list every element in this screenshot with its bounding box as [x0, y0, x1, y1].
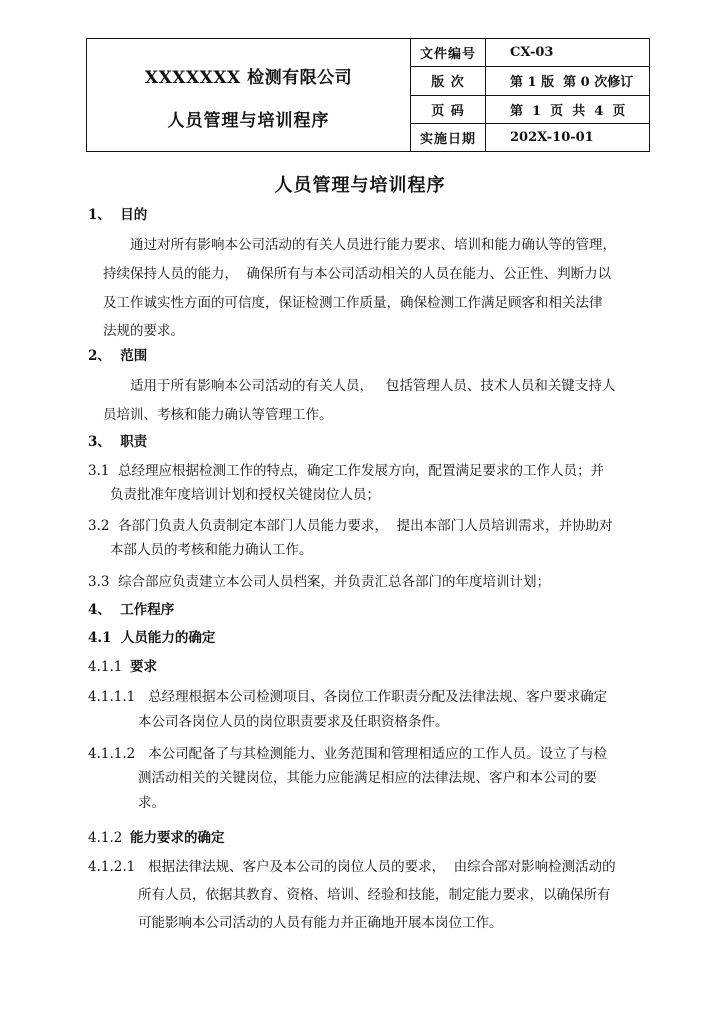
- section-3-3-line: 3.3 综合部应负责建立本公司人员档案，并负责汇总各部门的年度培训计划；: [88, 574, 551, 590]
- section-4-1-1-title: 要求: [130, 659, 157, 675]
- header-row-page: [411, 96, 649, 124]
- section-4-1-2-1-line: 可能影响本公司活动的人员有能力并正确地开展本岗位工作。: [138, 915, 503, 931]
- section-1-line: 法规的要求。: [103, 323, 184, 339]
- section-2-heading: 2、 范围: [88, 348, 148, 364]
- header-row-doc-number: [411, 39, 649, 67]
- section-4-1-1-1-line: 本公司各岗位人员的岗位职责要求及任职资格条件。: [138, 714, 449, 730]
- page-value: 第 1 页 共 4 页: [510, 103, 626, 119]
- effective-date-label: 实施日期: [411, 124, 486, 151]
- effective-date-value: 202X-10-01: [510, 129, 594, 145]
- section-3-heading: 3、 职责: [88, 434, 148, 450]
- edition-label: 版 次: [411, 67, 486, 94]
- section-4-1-2-1-line: 4.1.2.1 根据法律法规、客户及本公司的岗位人员的要求， 由综合部对影响检测活动的: [88, 859, 616, 875]
- edition-value: 第 1 版 第 0 次修订: [510, 75, 634, 91]
- section-3-2-line: 本部人员的考核和能力确认工作。: [110, 542, 313, 558]
- page-label: 页 码: [411, 96, 486, 123]
- section-4-1-1-2-line: 测活动相关的关键岗位，其能力应能满足相应的法律法规、客户和本公司的要: [138, 770, 597, 786]
- section-3-1-line: 负责批准年度培训计划和授权关键岗位人员；: [110, 487, 380, 503]
- company-name: XXXXXXX 检测有限公司: [144, 68, 353, 88]
- section-1-line: 通过对所有影响本公司活动的有关人员进行能力要求、培训和能力确认等的管理，: [130, 237, 616, 253]
- section-4-1-2-number: 4.1.2: [88, 830, 123, 846]
- header-left-cell: [87, 39, 411, 151]
- section-4-1-1-2-line: 4.1.1.2 本公司配备了与其检测能力、业务范围和管理相适应的工作人员。设立了与检: [88, 746, 608, 762]
- section-3-1-line: 3.1 总经理应根据检测工作的特点，确定工作发展方向，配置满足要求的工作人员；并: [88, 463, 605, 479]
- section-3-2-line: 3.2 各部门负责人负责制定本部门人员能力要求， 提出本部门人员培训需求，并协助对: [88, 518, 613, 534]
- header-row-edition: [411, 67, 649, 95]
- section-4-1-1-number: 4.1.1: [88, 659, 123, 675]
- section-4-heading: 4、 工作程序: [88, 602, 175, 618]
- section-2-line: 适用于所有影响本公司活动的有关人员， 包括管理人员、技术人员和关键支持人: [130, 378, 616, 394]
- section-1-line: 及工作诚实性方面的可信度，保证检测工作质量，确保检测工作满足顾客和相关法律: [103, 295, 603, 311]
- section-1-line: 持续保持人员的能力， 确保所有与本公司活动相关的人员在能力、公正性、判断力以: [103, 266, 612, 282]
- section-1-heading: 1、 目的: [88, 207, 148, 223]
- header-info-cells: [411, 39, 649, 151]
- section-4-1-2-1-line: 所有人员，依据其教育、资格、培训、经验和技能，制定能力要求，以确保所有: [138, 887, 611, 903]
- section-4-1-1-2-line: 求。: [138, 795, 165, 811]
- document-header-table: [86, 38, 650, 152]
- doc-number-value: CX-03: [510, 45, 554, 61]
- section-2-line: 员培训、考核和能力确认等管理工作。: [103, 407, 333, 423]
- document-title: 人员管理与培训程序: [274, 175, 446, 196]
- header-row-effective-date: [411, 124, 649, 151]
- section-4-1-2-title: 能力要求的确定: [130, 830, 225, 846]
- section-4-1-heading: 4.1 人员能力的确定: [88, 630, 216, 646]
- doc-number-label: 文件编号: [411, 39, 486, 66]
- header-document-name: 人员管理与培训程序: [167, 111, 330, 131]
- section-4-1-1-1-line: 4.1.1.1 总经理根据本公司检测项目、各岗位工作职责分配及法律法规、客户要求确定: [88, 689, 608, 705]
